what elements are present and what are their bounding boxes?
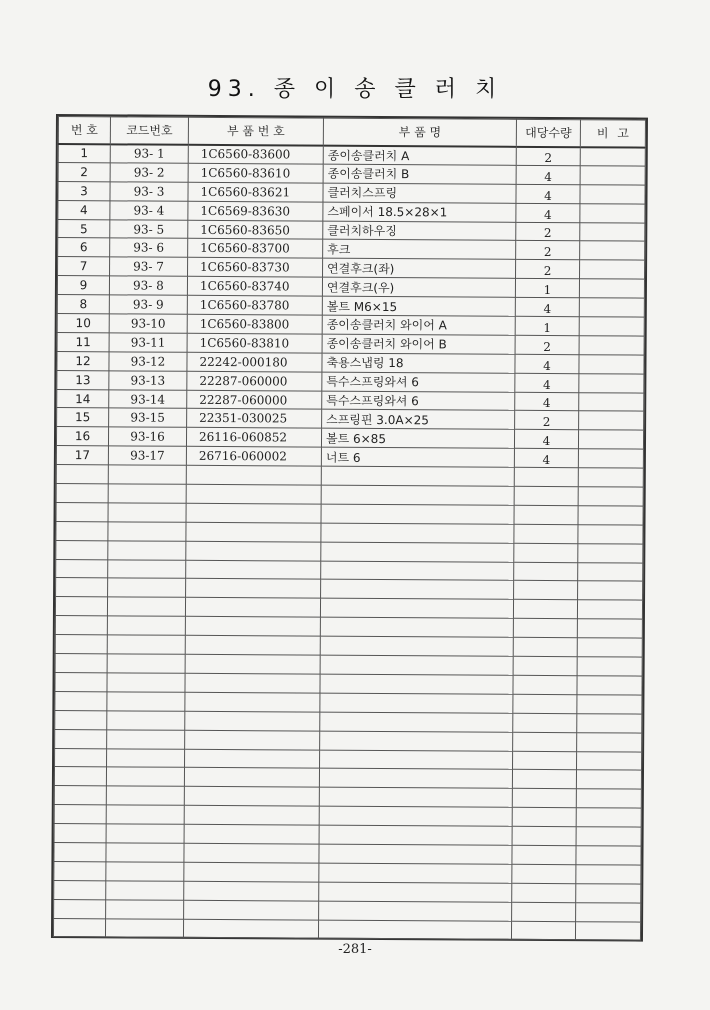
- cell-no: [54, 880, 106, 899]
- cell-qty: 2: [515, 335, 579, 354]
- cell-code: [107, 729, 185, 748]
- cell-qty: [514, 505, 578, 524]
- cell-qty: [512, 807, 576, 826]
- cell-name: [320, 750, 513, 770]
- cell-qty: 4: [516, 203, 580, 222]
- cell-name: [321, 580, 514, 600]
- cell-code: [108, 559, 186, 578]
- cell-qty: [512, 826, 576, 845]
- cell-remarks: [580, 222, 645, 241]
- cell-no: 17: [56, 446, 108, 465]
- cell-remarks: [577, 695, 642, 714]
- cell-no: [53, 918, 105, 937]
- cell-name: 축용스냅링 18: [322, 353, 515, 373]
- cell-no: 13: [57, 370, 109, 389]
- page-title: 93. 종 이 송 클 러 치: [207, 77, 503, 102]
- cell-remarks: [576, 846, 641, 865]
- cell-remarks: [578, 487, 643, 506]
- cell-qty: 2: [515, 411, 579, 430]
- cell-name: 연결후크(좌): [323, 258, 516, 278]
- cell-qty: 4: [516, 165, 580, 184]
- cell-name: [319, 901, 512, 921]
- cell-remarks: [579, 354, 644, 373]
- cell-code: 93-13: [109, 371, 187, 390]
- cell-qty: 4: [515, 392, 579, 411]
- cell-part-no: 1C6560-83730: [188, 258, 323, 278]
- cell-name: [320, 674, 513, 694]
- cell-remarks: [578, 581, 643, 600]
- cell-part-no: 26716-060002: [186, 447, 321, 467]
- cell-code: [107, 711, 185, 730]
- cell-qty: [512, 902, 576, 921]
- cell-name: 클러치스프링: [323, 183, 516, 203]
- cell-remarks: [579, 373, 644, 392]
- cell-part-no: 1C6560-83740: [187, 277, 322, 297]
- cell-remarks: [576, 770, 641, 789]
- cell-qty: 4: [515, 373, 579, 392]
- cell-name: 클러치하우징: [323, 221, 516, 241]
- cell-part-no: 22351-030025: [187, 409, 322, 429]
- cell-remarks: [580, 260, 645, 279]
- cell-no: [55, 729, 107, 748]
- cell-remarks: [577, 713, 642, 732]
- cell-code: 93- 5: [110, 219, 188, 238]
- cell-code: 93-10: [109, 314, 187, 333]
- cell-part-no: [184, 862, 319, 882]
- cell-code: [106, 843, 184, 862]
- cell-code: [107, 616, 185, 635]
- cell-name: [319, 863, 512, 883]
- cell-qty: 4: [515, 354, 579, 373]
- cell-name: 볼트 M6×15: [322, 296, 515, 316]
- header-qty: 대당수량: [516, 119, 580, 146]
- cell-remarks: [575, 921, 640, 940]
- cell-remarks: [580, 166, 645, 185]
- cell-name: 후크: [323, 240, 516, 260]
- cell-name: 스프링핀 3.0A×25: [322, 410, 515, 430]
- cell-name: 종이송클러치 와이어 A: [322, 315, 515, 335]
- cell-name: [321, 523, 514, 543]
- cell-remarks: [576, 865, 641, 884]
- cell-remarks: [579, 411, 644, 430]
- cell-no: 16: [56, 427, 108, 446]
- cell-code: [106, 767, 184, 786]
- cell-part-no: [186, 503, 321, 523]
- cell-qty: [511, 921, 575, 940]
- cell-no: [56, 559, 108, 578]
- cell-code: [108, 484, 186, 503]
- cell-qty: [514, 467, 578, 486]
- cell-qty: 1: [515, 279, 579, 298]
- cell-qty: [512, 883, 576, 902]
- cell-name: [320, 617, 513, 637]
- parts-list-table: [53, 116, 646, 941]
- cell-no: [55, 635, 107, 654]
- header-code: 코드번호: [110, 117, 188, 144]
- cell-part-no: [185, 598, 320, 618]
- cell-remarks: [578, 506, 643, 525]
- table-header-row: [58, 117, 645, 148]
- cell-part-no: 1C6560-83800: [187, 314, 322, 334]
- cell-part-no: 26116-060852: [186, 428, 321, 448]
- cell-name: [319, 806, 512, 826]
- cell-name: 종이송클러치 B: [323, 164, 516, 184]
- cell-name: 연결후크(우): [322, 277, 515, 297]
- cell-part-no: [184, 787, 319, 807]
- cell-code: [106, 881, 184, 900]
- cell-code: [106, 824, 184, 843]
- cell-name: [321, 504, 514, 524]
- cell-remarks: [580, 184, 645, 203]
- cell-remarks: [577, 638, 642, 657]
- cell-no: [54, 899, 106, 918]
- cell-name: 스페이서 18.5×28×1: [323, 202, 516, 222]
- cell-qty: [514, 543, 578, 562]
- cell-remarks: [577, 676, 642, 695]
- cell-name: [321, 542, 514, 562]
- cell-name: [319, 825, 512, 845]
- cell-part-no: [184, 843, 319, 863]
- cell-qty: 2: [516, 241, 580, 260]
- cell-part-no: 22287-060000: [187, 371, 322, 391]
- cell-qty: 1: [515, 316, 579, 335]
- cell-name: [318, 920, 511, 940]
- cell-code: [107, 692, 185, 711]
- cell-part-no: [184, 805, 319, 825]
- cell-code: [107, 597, 185, 616]
- cell-remarks: [578, 449, 643, 468]
- cell-name: [319, 787, 512, 807]
- cell-code: 93- 8: [109, 276, 187, 295]
- cell-code: 93-12: [109, 352, 187, 371]
- cell-remarks: [577, 619, 642, 638]
- cell-qty: 2: [516, 146, 580, 165]
- cell-qty: [513, 637, 577, 656]
- page-number: -281-: [338, 942, 372, 957]
- cell-part-no: [185, 692, 320, 712]
- cell-part-no: 1C6560-83650: [188, 220, 323, 240]
- cell-part-no: [185, 617, 320, 637]
- cell-qty: [512, 845, 576, 864]
- cell-qty: 4: [514, 449, 578, 468]
- cell-no: 14: [57, 389, 109, 408]
- cell-code: [106, 862, 184, 881]
- cell-part-no: [185, 711, 320, 731]
- cell-part-no: [185, 635, 320, 655]
- cell-remarks: [579, 317, 644, 336]
- cell-qty: 4: [516, 184, 580, 203]
- cell-no: [54, 861, 106, 880]
- cell-name: [319, 769, 512, 789]
- cell-name: [320, 712, 513, 732]
- table-body: [53, 144, 645, 941]
- cell-name: [320, 731, 513, 751]
- cell-no: [55, 616, 107, 635]
- cell-qty: [513, 694, 577, 713]
- cell-name: 볼트 6×85: [321, 428, 514, 448]
- cell-remarks: [580, 203, 645, 222]
- cell-part-no: [186, 579, 321, 599]
- cell-code: [108, 465, 186, 484]
- cell-name: [319, 844, 512, 864]
- cell-qty: 2: [516, 260, 580, 279]
- cell-part-no: [184, 768, 319, 788]
- cell-no: 15: [57, 408, 109, 427]
- cell-no: [56, 484, 108, 503]
- cell-no: [56, 521, 108, 540]
- cell-part-no: [184, 900, 319, 920]
- cell-code: [107, 673, 185, 692]
- cell-remarks: [577, 600, 642, 619]
- cell-no: 8: [57, 295, 109, 314]
- cell-remarks: [579, 392, 644, 411]
- cell-qty: [512, 770, 576, 789]
- parts-table: [51, 114, 648, 942]
- cell-name: [319, 882, 512, 902]
- cell-part-no: 1C6560-83621: [188, 182, 323, 202]
- cell-no: [55, 691, 107, 710]
- cell-part-no: [186, 522, 321, 542]
- cell-part-no: 1C6569-83630: [188, 201, 323, 221]
- cell-qty: [513, 751, 577, 770]
- cell-no: 5: [58, 219, 110, 238]
- cell-remarks: [577, 657, 642, 676]
- header-name: 부 품 명: [323, 118, 516, 146]
- cell-part-no: [186, 560, 321, 580]
- cell-remarks: [576, 883, 641, 902]
- cell-no: [54, 767, 106, 786]
- cell-code: 93- 3: [110, 182, 188, 201]
- cell-no: [55, 748, 107, 767]
- header-part-no: 부 품 번 호: [188, 117, 323, 145]
- cell-qty: 2: [516, 222, 580, 241]
- cell-no: 3: [58, 181, 110, 200]
- cell-no: [56, 578, 108, 597]
- cell-qty: [514, 524, 578, 543]
- cell-no: [54, 842, 106, 861]
- cell-code: [108, 578, 186, 597]
- header-no: 번 호: [58, 117, 110, 144]
- cell-part-no: 1C6560-83700: [188, 239, 323, 259]
- cell-no: [55, 654, 107, 673]
- cell-part-no: [184, 881, 319, 901]
- cell-name: [321, 485, 514, 505]
- cell-remarks: [576, 902, 641, 921]
- cell-no: 9: [57, 276, 109, 295]
- cell-remarks: [578, 525, 643, 544]
- cell-no: 2: [58, 162, 110, 181]
- cell-code: 93- 9: [109, 295, 187, 314]
- cell-no: 6: [58, 238, 110, 257]
- cell-part-no: 1C6560-83600: [188, 144, 323, 164]
- cell-qty: [513, 675, 577, 694]
- cell-code: [107, 748, 185, 767]
- cell-code: 93-17: [108, 446, 186, 465]
- cell-no: 4: [58, 200, 110, 219]
- cell-code: 93- 1: [110, 144, 188, 163]
- cell-code: 93-15: [109, 408, 187, 427]
- cell-code: 93-16: [108, 427, 186, 446]
- cell-remarks: [578, 430, 643, 449]
- cell-no: [54, 805, 106, 824]
- cell-part-no: [185, 673, 320, 693]
- cell-code: [108, 522, 186, 541]
- cell-remarks: [576, 827, 641, 846]
- cell-qty: [513, 600, 577, 619]
- cell-no: [54, 824, 106, 843]
- cell-remarks: [578, 468, 643, 487]
- cell-remarks: [576, 808, 641, 827]
- cell-part-no: [185, 654, 320, 674]
- cell-remarks: [577, 751, 642, 770]
- cell-qty: [513, 713, 577, 732]
- cell-no: 7: [58, 257, 110, 276]
- cell-name: 종이송클러치 와이어 B: [322, 334, 515, 354]
- cell-remarks: [579, 298, 644, 317]
- cell-qty: [512, 789, 576, 808]
- cell-qty: [514, 562, 578, 581]
- cell-part-no: [183, 919, 318, 939]
- cell-no: [56, 540, 108, 559]
- cell-qty: 4: [514, 430, 578, 449]
- cell-remarks: [580, 241, 645, 260]
- cell-code: [106, 805, 184, 824]
- cell-no: 11: [57, 332, 109, 351]
- cell-part-no: 1C6560-83780: [187, 295, 322, 315]
- cell-name: [320, 693, 513, 713]
- cell-no: [54, 786, 106, 805]
- cell-name: 종이송클러치 A: [323, 145, 516, 165]
- cell-no: 12: [57, 351, 109, 370]
- cell-qty: 4: [515, 297, 579, 316]
- cell-part-no: 1C6560-83810: [187, 333, 322, 353]
- cell-qty: [512, 864, 576, 883]
- cell-code: [108, 541, 186, 560]
- cell-code: [106, 899, 184, 918]
- cell-name: [320, 655, 513, 675]
- header-remarks-2: 고: [617, 126, 629, 141]
- cell-no: [56, 465, 108, 484]
- cell-code: [106, 786, 184, 805]
- cell-code: 93-11: [109, 333, 187, 352]
- cell-name: [320, 599, 513, 619]
- cell-qty: [513, 732, 577, 751]
- cell-code: [107, 635, 185, 654]
- cell-no: 1: [58, 144, 110, 163]
- cell-part-no: [184, 824, 319, 844]
- cell-code: 93- 7: [110, 257, 188, 276]
- cell-name: 특수스프링와셔 6: [322, 391, 515, 411]
- cell-part-no: 1C6560-83610: [188, 163, 323, 183]
- cell-remarks: [578, 543, 643, 562]
- cell-qty: [514, 581, 578, 600]
- cell-name: 특수스프링와셔 6: [322, 372, 515, 392]
- cell-remarks: [579, 279, 644, 298]
- cell-remarks: [576, 789, 641, 808]
- cell-code: 93-14: [109, 389, 187, 408]
- header-remarks-1: 비: [596, 126, 609, 141]
- cell-code: 93- 6: [110, 238, 188, 257]
- cell-part-no: [186, 541, 321, 561]
- cell-name: [320, 636, 513, 656]
- cell-qty: [513, 619, 577, 638]
- cell-no: [55, 672, 107, 691]
- cell-remarks: [578, 562, 643, 581]
- cell-no: [55, 597, 107, 616]
- header-remarks: [580, 120, 645, 147]
- cell-part-no: [185, 749, 320, 769]
- cell-name: [321, 561, 514, 581]
- cell-code: [105, 918, 183, 937]
- cell-no: [56, 502, 108, 521]
- cell-remarks: [577, 732, 642, 751]
- cell-code: [108, 503, 186, 522]
- cell-name: [321, 466, 514, 486]
- cell-code: 93- 4: [110, 201, 188, 220]
- cell-code: [107, 654, 185, 673]
- cell-no: [55, 710, 107, 729]
- empty-table-row: [53, 918, 640, 940]
- cell-part-no: 22287-060000: [187, 390, 322, 410]
- cell-qty: [514, 486, 578, 505]
- cell-part-no: [185, 730, 320, 750]
- cell-part-no: 22242-000180: [187, 352, 322, 372]
- cell-qty: [513, 656, 577, 675]
- cell-remarks: [579, 336, 644, 355]
- cell-code: 93- 2: [110, 163, 188, 182]
- cell-no: 10: [57, 314, 109, 333]
- cell-part-no: [186, 484, 321, 504]
- cell-name: 너트 6: [321, 447, 514, 467]
- cell-part-no: [186, 465, 321, 485]
- cell-remarks: [580, 147, 645, 166]
